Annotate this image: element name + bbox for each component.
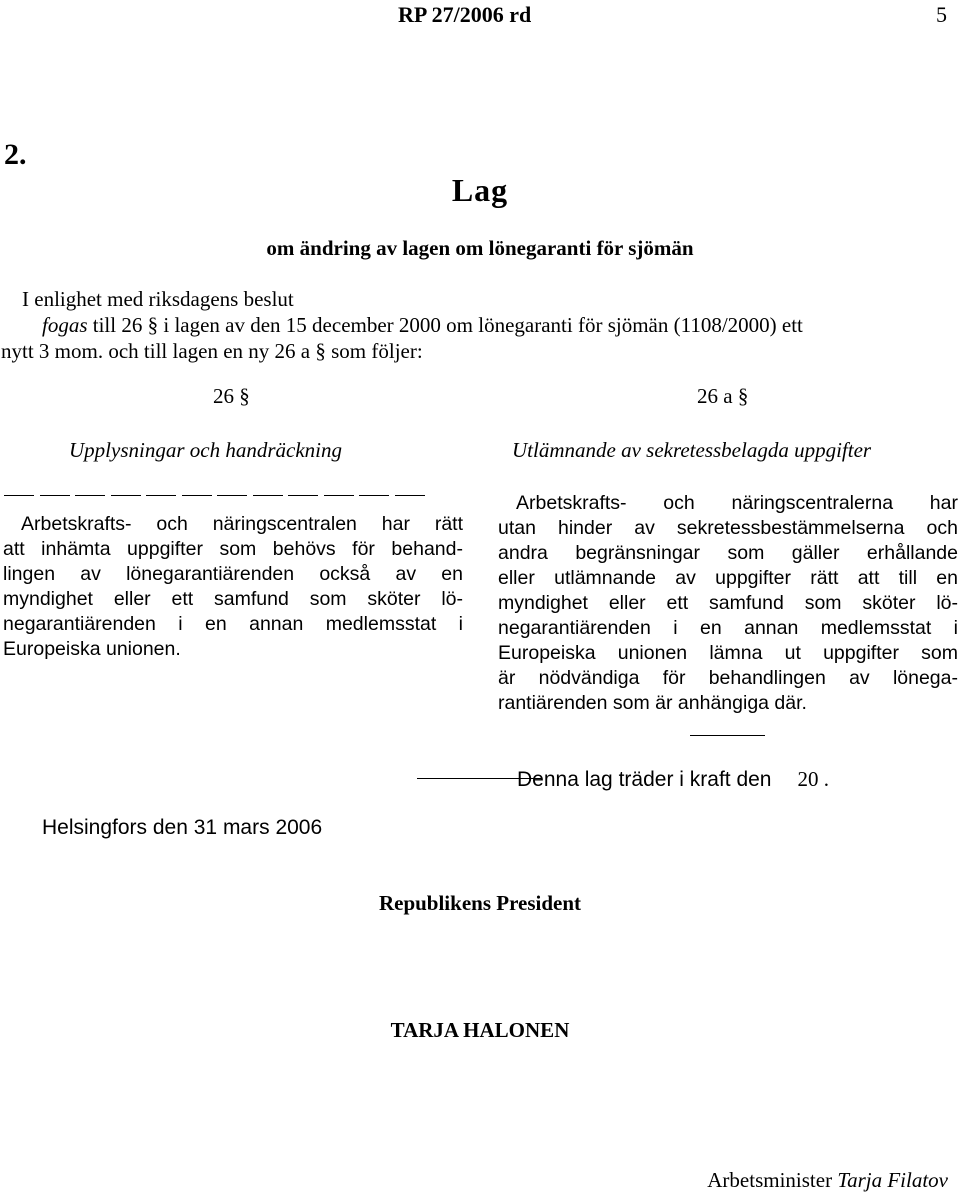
president-name: TARJA HALONEN <box>390 1018 570 1042</box>
intro-italic-word: fogas <box>42 313 88 337</box>
section-26a-line: negarantiärenden i en annan medlemsstat i <box>498 617 958 639</box>
entry-into-force <box>517 767 829 792</box>
section-end-rule <box>690 735 765 736</box>
section-26-line: myndighet eller ett samfund som sköter lö- <box>3 588 463 610</box>
page-number: 5 <box>936 2 947 27</box>
section-26a-line: rantiärenden som är anhängiga där. <box>498 692 807 714</box>
section-26a-line: Arbetskrafts- och näringscentralerna har <box>516 492 958 514</box>
section-26-line: lingen av lönegarantiärenden också av en <box>3 563 463 585</box>
intro-line-1: I enlighet med riksdagens beslut <box>22 287 294 311</box>
intro-line-3: nytt 3 mom. och till lagen en ny 26 a § som följer: <box>1 339 423 363</box>
minister-signature <box>707 1168 948 1193</box>
entry-into-force-text: Denna lag träder i kraft den <box>517 768 772 791</box>
law-subtitle: om ändring av lagen om lönegaranti för sjömän <box>266 236 694 260</box>
item-number: 2. <box>4 138 27 171</box>
section-heading-26a: Utlämnande av sekretessbelagda uppgifter <box>512 438 872 462</box>
law-title: Lag <box>451 172 509 208</box>
president-title: Republikens President <box>378 891 582 915</box>
law-end-rule <box>417 778 542 779</box>
section-26-body <box>3 512 463 662</box>
section-26-line: Europeiska unionen. <box>3 638 181 660</box>
section-number-26a: 26 a § <box>697 384 749 408</box>
section-26a-line: utan hinder av sekretessbestämmelserna och <box>498 517 958 539</box>
entry-into-force-date: 20 . <box>797 767 829 791</box>
section-26a-body <box>498 491 958 716</box>
omitted-text-dashes <box>4 486 464 500</box>
intro-line-2-rest: till 26 § i lagen av den 15 december 2000 om lönegaranti för sjömän (1108/2000) ett <box>87 313 803 337</box>
signature-place-date: Helsingfors den 31 mars 2006 <box>42 816 323 839</box>
document-reference: RP 27/2006 rd <box>398 2 532 27</box>
section-26a-line: Europeiska unionen lämna ut uppgifter som <box>498 642 958 664</box>
section-26a-line: myndighet eller ett samfund som sköter lö- <box>498 592 958 614</box>
section-heading-26: Upplysningar och handräckning <box>69 438 342 462</box>
section-26-line: att inhämta uppgifter som behövs för behand- <box>3 538 463 560</box>
section-26-line: Arbetskrafts- och näringscentralen har rätt <box>21 513 463 535</box>
section-26a-line: är nödvändiga för behandlingen av lönega- <box>498 667 958 689</box>
minister-title: Arbetsminister <box>707 1168 833 1192</box>
minister-name: Tarja Filatov <box>837 1168 948 1192</box>
section-number-26: 26 § <box>213 384 250 408</box>
section-26a-line: eller utlämnande av uppgifter rätt att till en <box>498 567 958 589</box>
section-26a-line: andra begränsningar som gäller erhållande <box>498 542 958 564</box>
intro-line-2 <box>42 313 803 338</box>
section-26-line: negarantiärenden i en annan medlemsstat i <box>3 613 463 635</box>
